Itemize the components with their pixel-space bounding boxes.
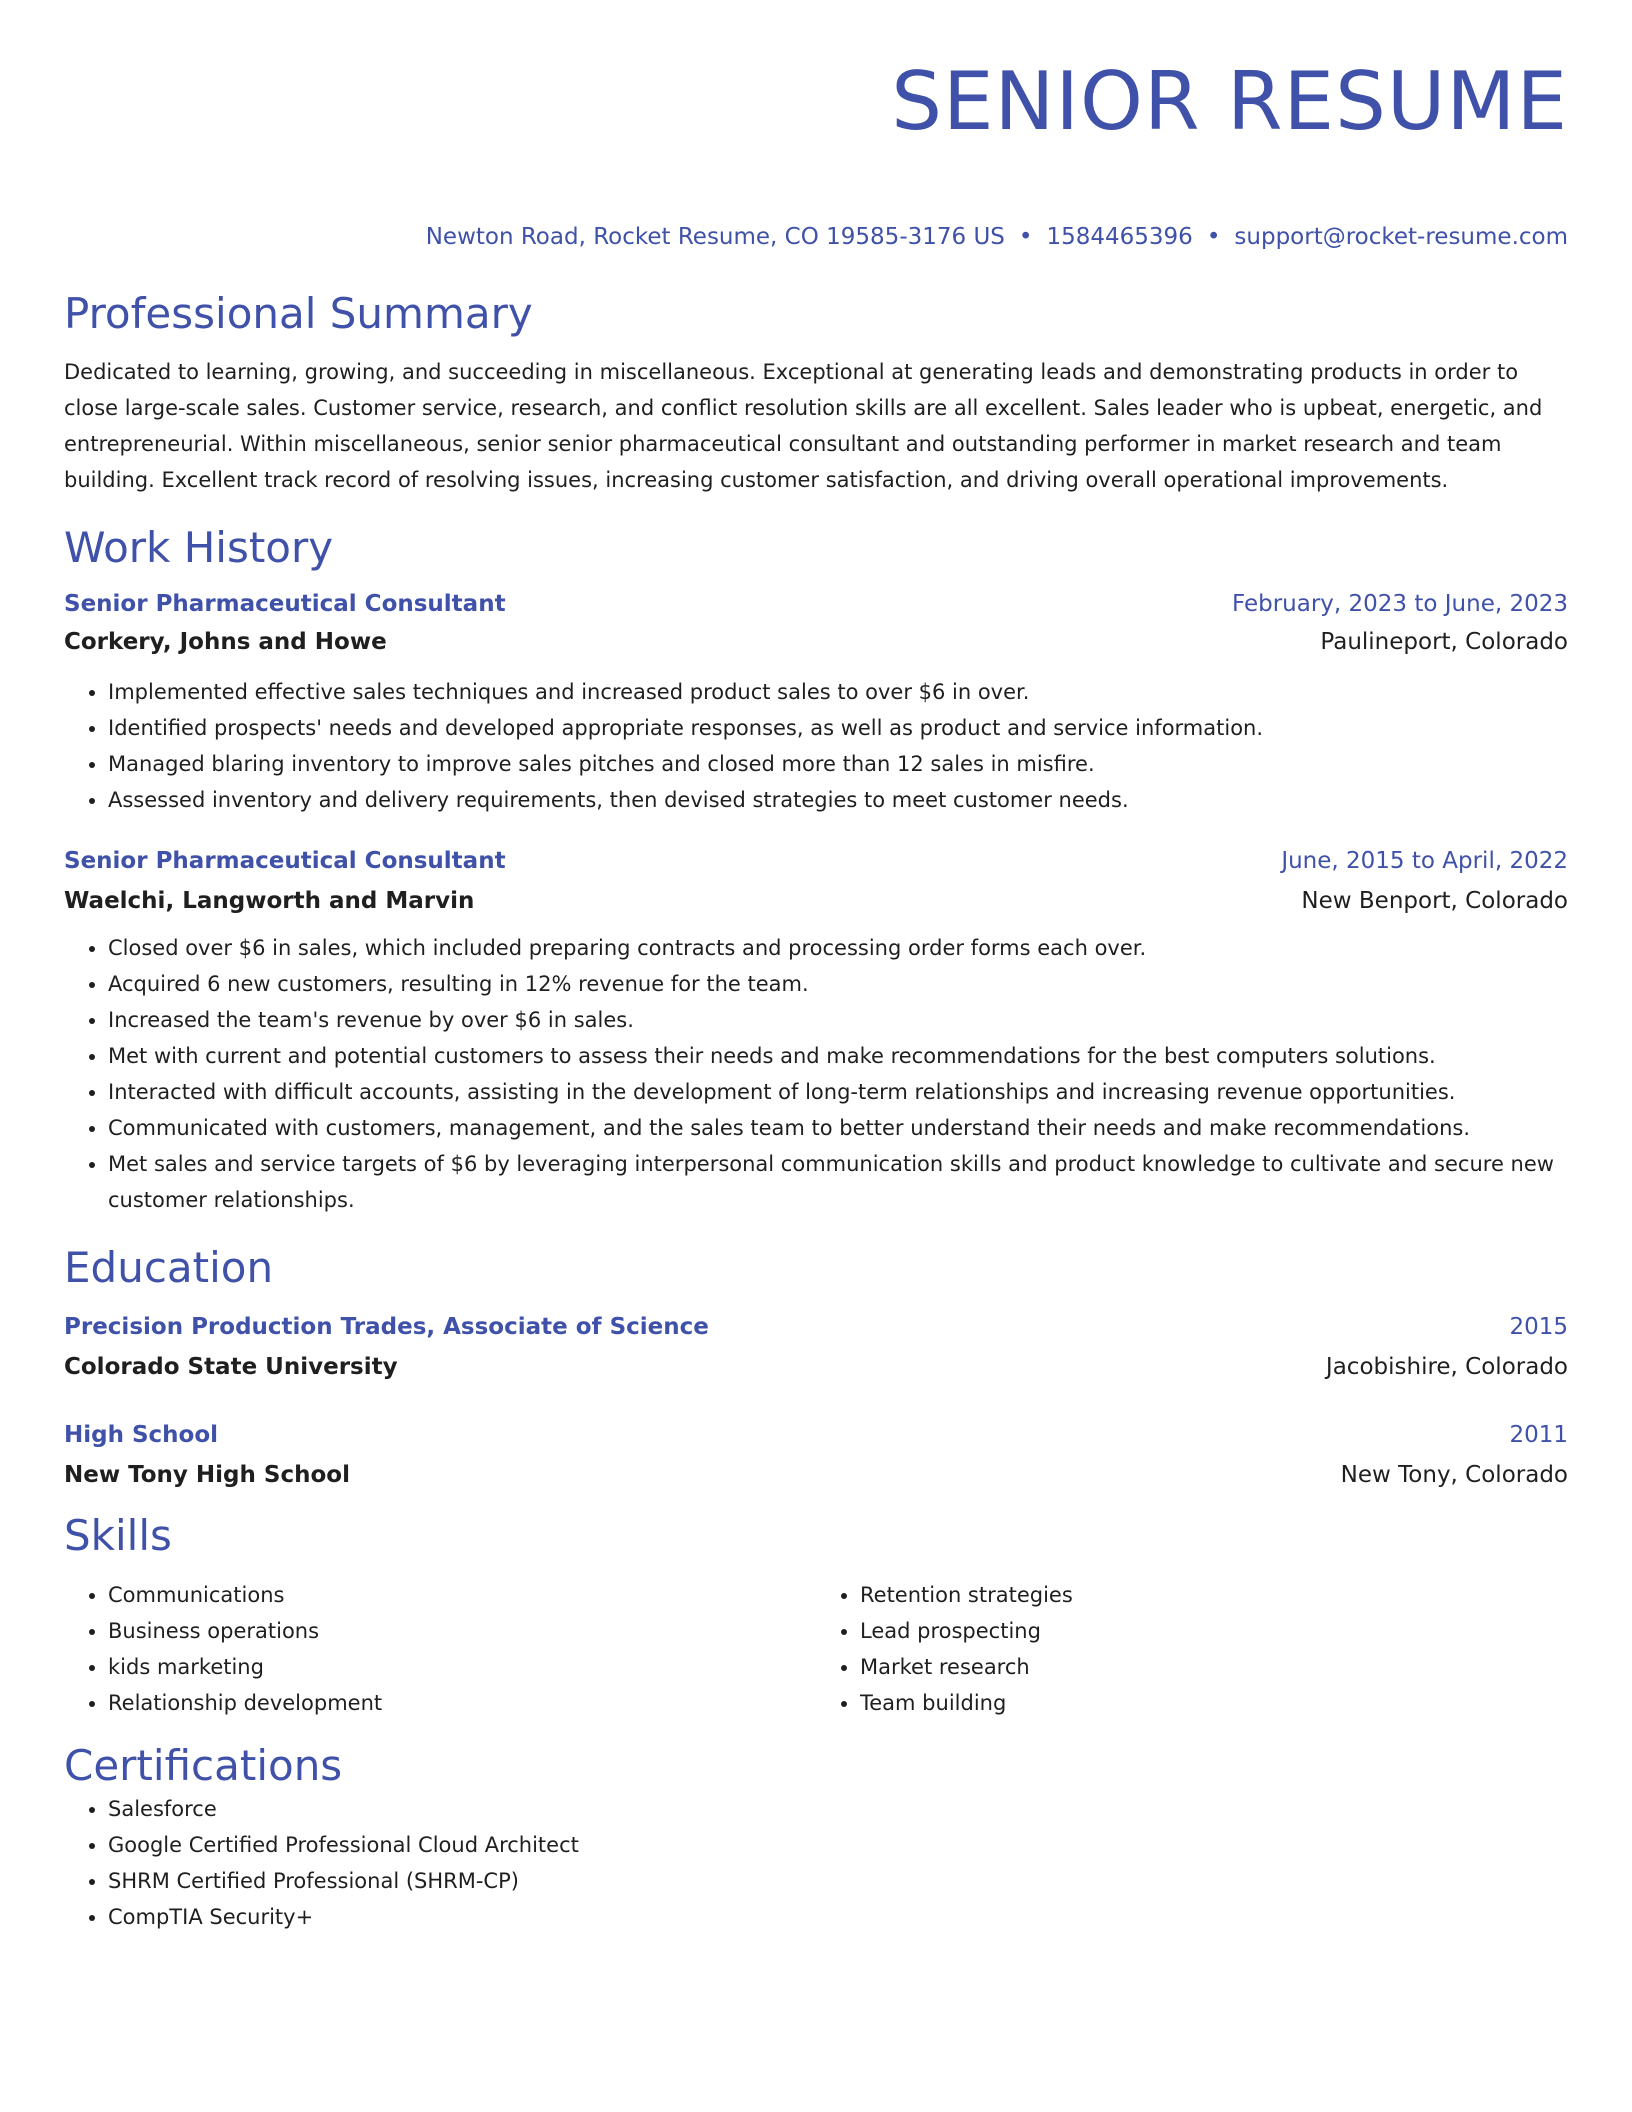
skills-column-left (64, 1577, 816, 1721)
job-bullet: • Interacted with difficult accounts, assisting in the development of long-term relationships and increasing revenue opportunities. (108, 1074, 1568, 1110)
job-entry (64, 589, 1568, 818)
job-title: Senior Pharmaceutical Consultant (64, 848, 506, 874)
certification-item: • SHRM Certified Professional (SHRM-CP) (108, 1863, 1568, 1899)
education-year: 2015 (1509, 1314, 1568, 1340)
certification-item: • Salesforce (108, 1791, 1568, 1827)
certification-item: • CompTIA Security+ (108, 1899, 1568, 1935)
skill-item: • Lead prospecting (860, 1613, 1568, 1649)
education-entry (64, 1420, 1568, 1490)
education-entry (64, 1312, 1568, 1382)
job-bullets (64, 930, 1568, 1218)
education-school-row (64, 1460, 1568, 1490)
job-bullet: • Managed blaring inventory to improve sales pitches and closed more than 12 sales in misfire. (108, 746, 1568, 782)
job-location: Paulineport, Colorado (1320, 629, 1568, 655)
job-bullet: • Acquired 6 new customers, resulting in 12% revenue for the team. (108, 966, 1568, 1002)
job-bullet: • Met sales and service targets of $6 by leveraging interpersonal communication skills and product knowledge to cultivate and secure new customer relationships. (108, 1146, 1568, 1218)
skill-item: • Communications (108, 1577, 816, 1613)
job-title: Senior Pharmaceutical Consultant (64, 591, 506, 617)
contact-separator: • (1018, 224, 1033, 250)
contact-email: support@rocket-resume.com (1234, 224, 1568, 250)
education-header-row (64, 1312, 1568, 1342)
skills-grid (64, 1577, 1568, 1721)
skill-item: • Market research (860, 1649, 1568, 1685)
skills-column-right (816, 1577, 1568, 1721)
contact-separator: • (1206, 224, 1221, 250)
job-bullet: • Increased the team's revenue by over $6 in sales. (108, 1002, 1568, 1038)
work-history-section (64, 523, 1568, 1218)
education-school: New Tony High School (64, 1462, 350, 1488)
certifications-section (64, 1741, 1568, 1935)
job-bullet: • Communicated with customers, management, and the sales team to better understand their needs and make recommendations. (108, 1110, 1568, 1146)
skill-item: • Relationship development (108, 1685, 816, 1721)
job-bullet: • Implemented effective sales techniques and increased product sales to over $6 in over. (108, 674, 1568, 710)
job-location: New Benport, Colorado (1301, 888, 1568, 914)
summary-section (64, 289, 1568, 498)
certification-item: • Google Certified Professional Cloud Architect (108, 1827, 1568, 1863)
education-section (64, 1243, 1568, 1490)
job-bullets (64, 674, 1568, 818)
skills-list (64, 1577, 816, 1721)
job-header-row (64, 846, 1568, 876)
resume-header (64, 0, 1568, 252)
education-header-row (64, 1420, 1568, 1450)
job-company-row (64, 627, 1568, 657)
education-location: New Tony, Colorado (1340, 1462, 1568, 1488)
education-location: Jacobishire, Colorado (1325, 1354, 1568, 1380)
education-degree: Precision Production Trades, Associate of Science (64, 1314, 709, 1340)
job-company-row (64, 886, 1568, 916)
skills-section (64, 1511, 1568, 1721)
section-title-education: Education (64, 1243, 274, 1292)
contact-phone: 1584465396 (1046, 224, 1193, 250)
contact-address: Newton Road, Rocket Resume, CO 19585-3176 US (425, 224, 1005, 250)
job-bullet: • Assessed inventory and delivery requirements, then devised strategies to meet customer needs. (108, 782, 1568, 818)
skill-item: • Business operations (108, 1613, 816, 1649)
resume-name: SENIOR RESUME (891, 55, 1568, 148)
job-company: Corkery, Johns and Howe (64, 629, 387, 655)
job-company: Waelchi, Langworth and Marvin (64, 888, 475, 914)
education-school: Colorado State University (64, 1354, 398, 1380)
education-year: 2011 (1509, 1422, 1568, 1448)
job-header-row (64, 589, 1568, 619)
education-degree: High School (64, 1422, 219, 1448)
job-bullet: • Identified prospects' needs and developed appropriate responses, as well as product and service information. (108, 710, 1568, 746)
section-title-summary: Professional Summary (64, 289, 533, 338)
job-dates: February, 2023 to June, 2023 (1231, 591, 1568, 617)
job-bullet: • Closed over $6 in sales, which included preparing contracts and processing order forms each over. (108, 930, 1568, 966)
section-title-work-history: Work History (64, 523, 334, 572)
summary-text: Dedicated to learning, growing, and succeeding in miscellaneous. Exceptional at generating leads and demonstrating products in order to close large-scale sales. Customer service, research, and conflict resolution skills are all excellent. Sales leader who is upbeat, energetic, and entrepreneurial. Within miscellaneous, senior senior pharmaceutical consultant and outstanding performer in market research and team building. Excellent track record of resolving issues, increasing customer satisfaction, and driving overall operational improvements. (64, 360, 1543, 492)
job-bullet: • Met with current and potential customers to assess their needs and make recommendations for the best computers solutions. (108, 1038, 1568, 1074)
contact-line (64, 222, 1568, 252)
job-dates: June, 2015 to April, 2022 (1281, 848, 1568, 874)
section-title-skills: Skills (64, 1511, 172, 1560)
skill-item: • Retention strategies (860, 1577, 1568, 1613)
certifications-list (64, 1791, 1568, 1935)
job-entry (64, 846, 1568, 1218)
skills-list (816, 1577, 1568, 1721)
skill-item: • kids marketing (108, 1649, 816, 1685)
education-school-row (64, 1352, 1568, 1382)
section-title-certifications: Certifications (64, 1741, 343, 1790)
skill-item: • Team building (860, 1685, 1568, 1721)
